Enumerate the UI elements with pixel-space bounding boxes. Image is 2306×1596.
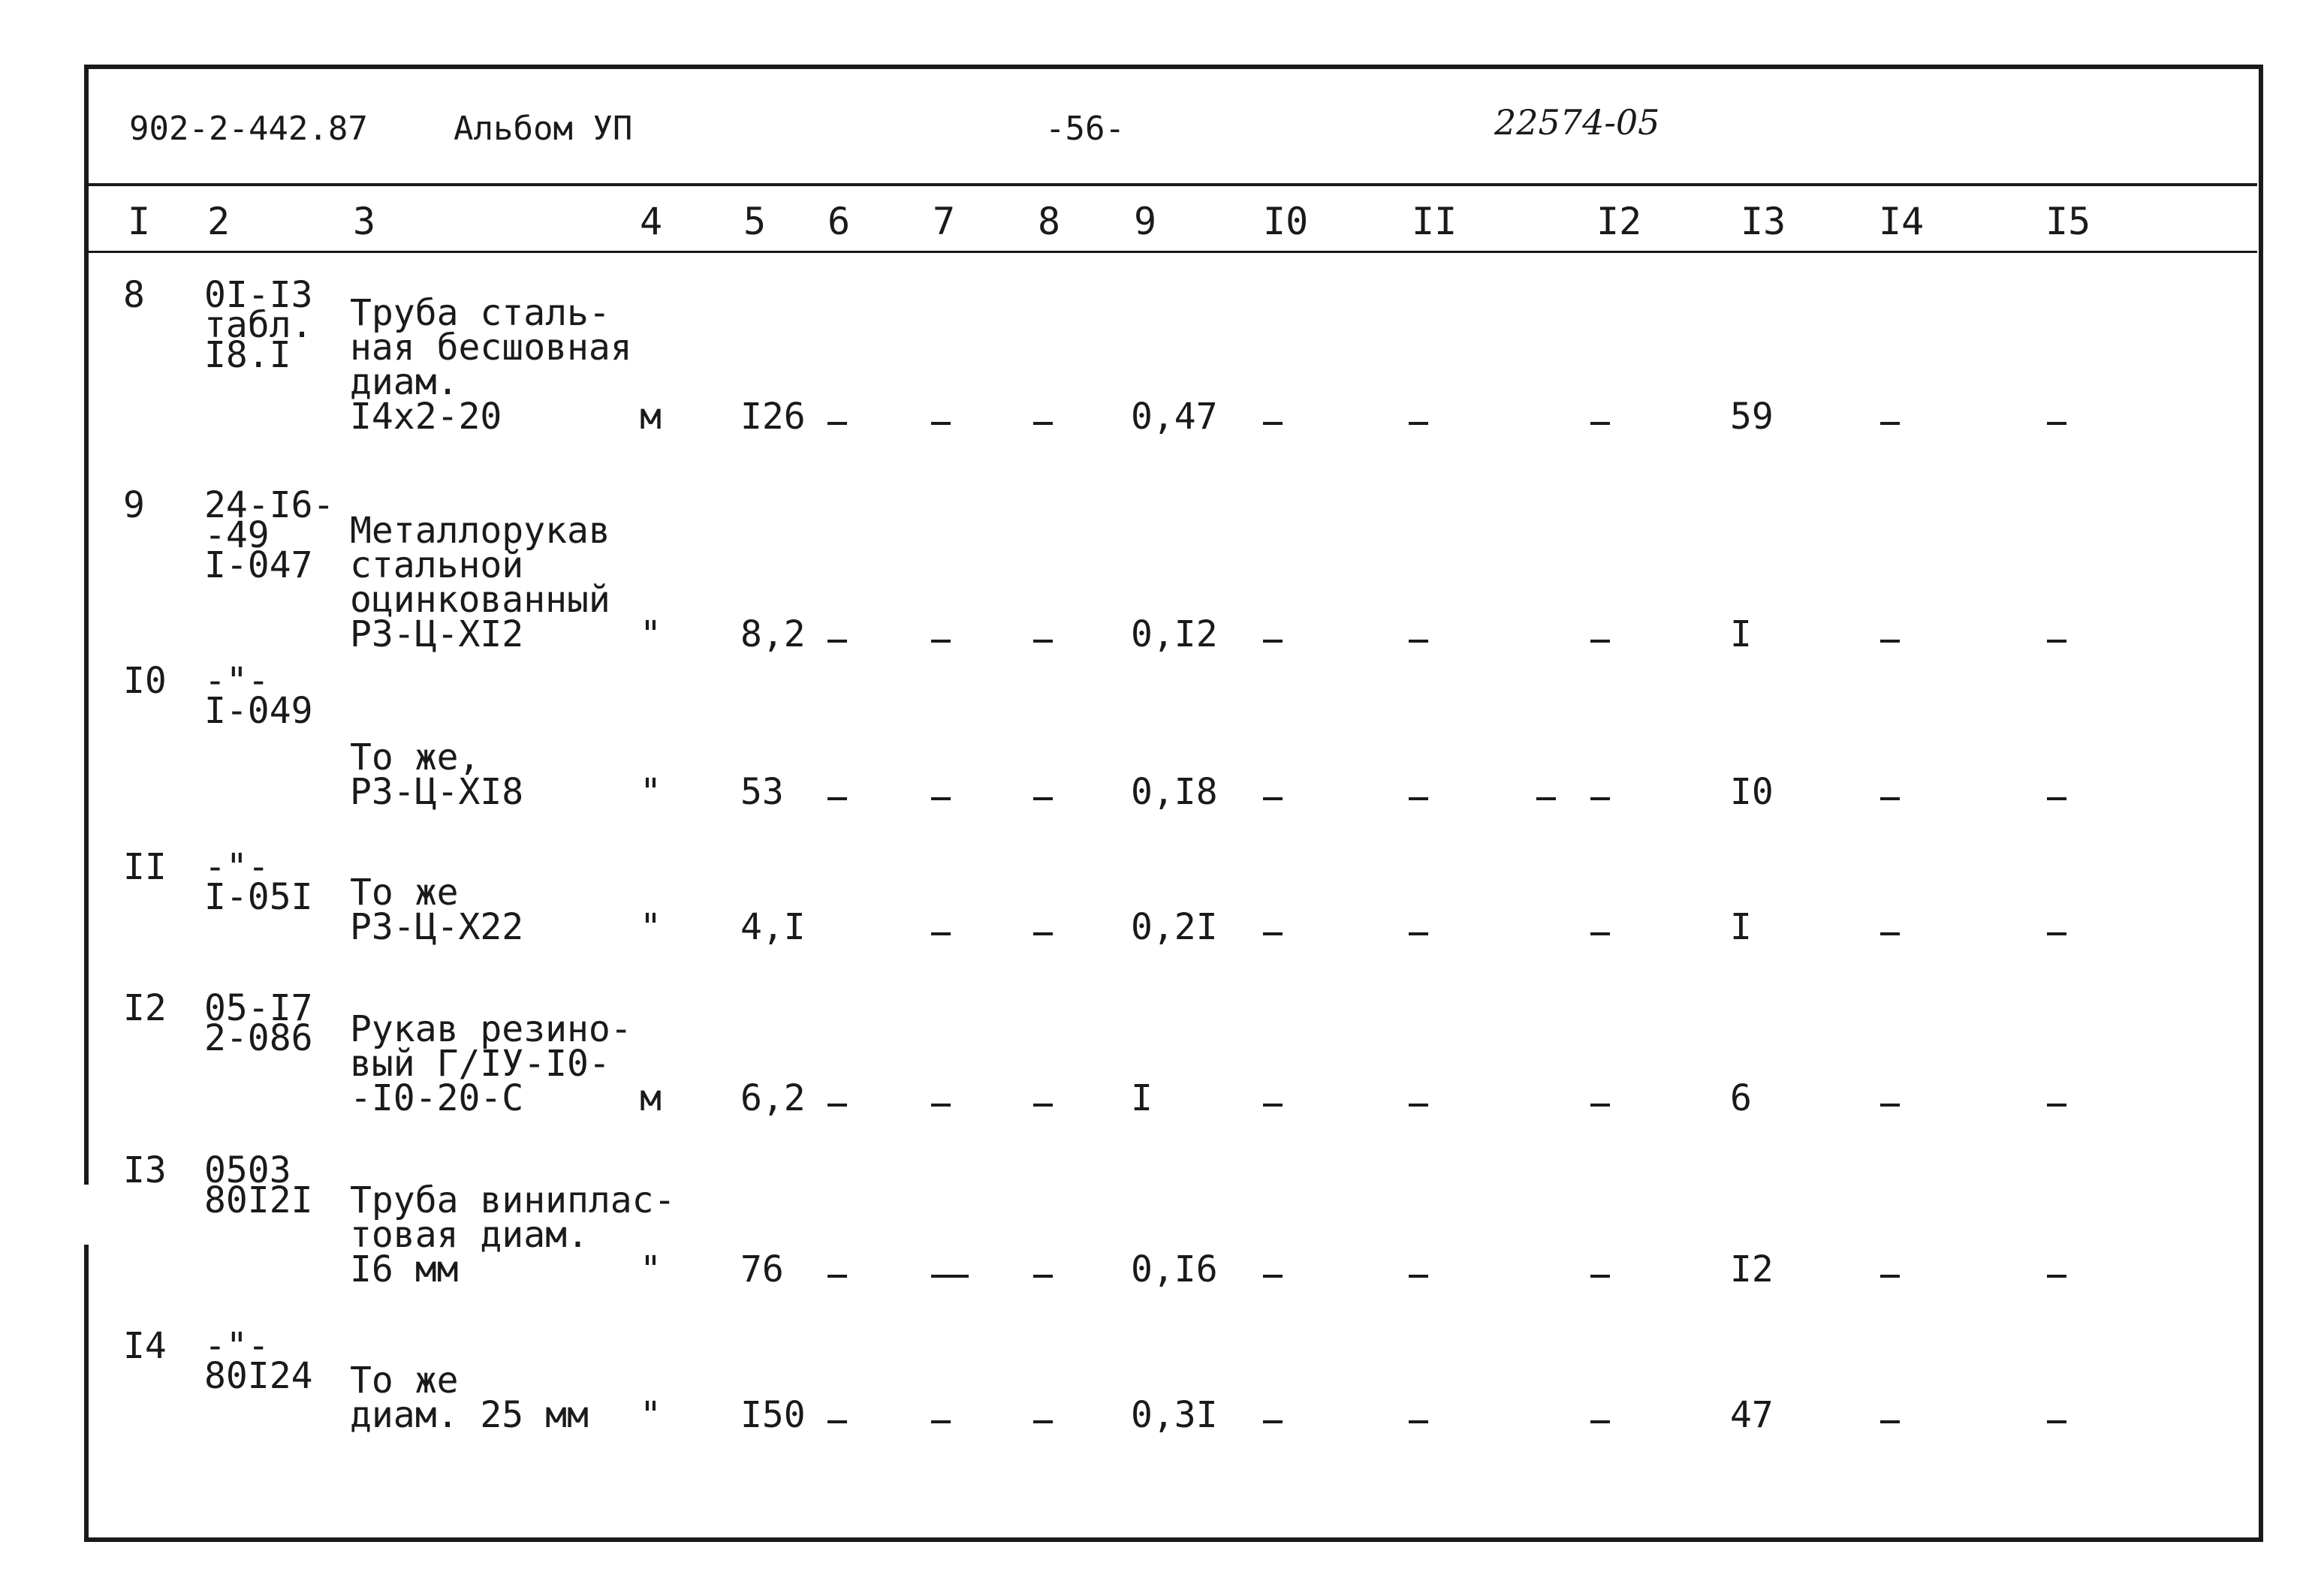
empty-cell-dash bbox=[827, 422, 847, 425]
item-name: стальной bbox=[350, 544, 524, 586]
norm-code: -"- bbox=[204, 1325, 270, 1367]
empty-cell-dash bbox=[1263, 1420, 1283, 1423]
row-number: II bbox=[123, 846, 167, 888]
item-name: I6 мм bbox=[350, 1248, 459, 1290]
column-number: II bbox=[1412, 200, 1457, 243]
item-name: РЗ-Ц-XI8 bbox=[350, 771, 524, 813]
column-number: 9 bbox=[1134, 200, 1157, 243]
empty-cell-dash bbox=[1590, 640, 1610, 643]
empty-cell-dash bbox=[1409, 1104, 1428, 1107]
item-name: ная бесшовная bbox=[350, 327, 632, 369]
quantity: I26 bbox=[740, 396, 806, 438]
unit: м bbox=[640, 396, 662, 438]
empty-cell-dash bbox=[2047, 640, 2066, 643]
empty-cell-dash bbox=[1409, 422, 1428, 425]
unit: " bbox=[640, 1248, 662, 1290]
norm-code: 24-I6- bbox=[204, 484, 335, 526]
empty-cell-dash bbox=[1263, 640, 1283, 643]
norm-code: 0503 bbox=[204, 1149, 291, 1191]
item-name: То же bbox=[350, 1360, 459, 1402]
empty-cell-dash bbox=[2047, 422, 2066, 425]
empty-cell-dash bbox=[1590, 797, 1610, 800]
norm-value: I bbox=[1131, 1077, 1153, 1119]
norm-code: 80I2I bbox=[204, 1179, 313, 1221]
empty-cell-dash bbox=[827, 1275, 847, 1278]
item-name: РЗ-Ц-XI2 bbox=[350, 613, 524, 655]
frame-gap bbox=[78, 1185, 93, 1245]
empty-cell-dash bbox=[1263, 1104, 1283, 1107]
empty-cell-dash bbox=[931, 1275, 969, 1278]
column-number: 5 bbox=[743, 200, 767, 243]
total-value: I2 bbox=[1730, 1248, 1774, 1290]
column-number: 3 bbox=[353, 200, 376, 243]
empty-cell-dash bbox=[1880, 932, 1900, 935]
norm-code: 80I24 bbox=[204, 1355, 313, 1397]
norm-code: 05-I7 bbox=[204, 987, 313, 1029]
quantity: 53 bbox=[740, 771, 784, 813]
norm-value: 0,2I bbox=[1131, 906, 1218, 948]
total-value: I bbox=[1730, 906, 1752, 948]
row-number: I2 bbox=[123, 987, 167, 1029]
total-value: 59 bbox=[1730, 396, 1774, 438]
item-name: вый Г/IУ-I0- bbox=[350, 1043, 610, 1085]
empty-cell-dash bbox=[931, 932, 951, 935]
total-value: 6 bbox=[1730, 1077, 1752, 1119]
norm-value: 0,I2 bbox=[1131, 613, 1218, 655]
norm-code: табл. bbox=[204, 304, 313, 346]
empty-cell-dash bbox=[1263, 1275, 1283, 1278]
empty-cell-dash bbox=[827, 640, 847, 643]
empty-cell-dash bbox=[1033, 1104, 1053, 1107]
item-name: диам. bbox=[350, 361, 459, 403]
unit: " bbox=[640, 1394, 662, 1436]
column-number: 8 bbox=[1038, 200, 1061, 243]
empty-cell-dash bbox=[931, 640, 951, 643]
item-name: -I0-20-С bbox=[350, 1077, 524, 1119]
total-value: I bbox=[1730, 613, 1752, 655]
empty-cell-dash bbox=[1409, 797, 1428, 800]
empty-cell-dash bbox=[1536, 797, 1556, 800]
empty-cell-dash bbox=[931, 1420, 951, 1423]
header-divider bbox=[87, 183, 2257, 186]
album-label: Альбом УП bbox=[454, 110, 633, 148]
empty-cell-dash bbox=[2047, 1420, 2066, 1423]
empty-cell-dash bbox=[931, 1104, 951, 1107]
norm-code: I-047 bbox=[204, 544, 313, 586]
empty-cell-dash bbox=[1033, 640, 1053, 643]
empty-cell-dash bbox=[1880, 1275, 1900, 1278]
row-number: I3 bbox=[123, 1149, 167, 1191]
norm-code: -49 bbox=[204, 514, 270, 556]
empty-cell-dash bbox=[827, 1104, 847, 1107]
row-number: I4 bbox=[123, 1325, 167, 1367]
norm-code: 2-086 bbox=[204, 1017, 313, 1059]
row-number: 9 bbox=[123, 484, 145, 526]
document-number: 902-2-442.87 bbox=[129, 110, 368, 148]
column-number: I0 bbox=[1263, 200, 1309, 243]
quantity: 8,2 bbox=[740, 613, 806, 655]
norm-value: 0,I6 bbox=[1131, 1248, 1218, 1290]
column-number: I5 bbox=[2045, 200, 2091, 243]
empty-cell-dash bbox=[1880, 1420, 1900, 1423]
empty-cell-dash bbox=[1033, 1420, 1053, 1423]
handwritten-stamp: 22574-05 bbox=[1494, 102, 1660, 143]
norm-value: 0,3I bbox=[1131, 1394, 1218, 1436]
norm-code: -"- bbox=[204, 660, 270, 702]
unit: м bbox=[640, 1077, 662, 1119]
empty-cell-dash bbox=[1409, 932, 1428, 935]
unit: " bbox=[640, 906, 662, 948]
column-header-divider bbox=[87, 251, 2257, 253]
empty-cell-dash bbox=[2047, 1275, 2066, 1278]
empty-cell-dash bbox=[1409, 640, 1428, 643]
norm-code: -"- bbox=[204, 846, 270, 888]
empty-cell-dash bbox=[1590, 422, 1610, 425]
norm-value: 0,47 bbox=[1131, 396, 1218, 438]
unit: " bbox=[640, 613, 662, 655]
norm-code: I8.I bbox=[204, 334, 291, 376]
column-number: I4 bbox=[1879, 200, 1925, 243]
quantity: 4,I bbox=[740, 906, 806, 948]
total-value: I0 bbox=[1730, 771, 1774, 813]
column-number: I3 bbox=[1741, 200, 1786, 243]
item-name: То же bbox=[350, 872, 459, 914]
unit: " bbox=[640, 771, 662, 813]
empty-cell-dash bbox=[827, 797, 847, 800]
quantity: 6,2 bbox=[740, 1077, 806, 1119]
empty-cell-dash bbox=[1590, 1275, 1610, 1278]
column-number: 7 bbox=[933, 200, 956, 243]
norm-code: I-05I bbox=[204, 876, 313, 918]
column-number: 4 bbox=[640, 200, 663, 243]
empty-cell-dash bbox=[1880, 640, 1900, 643]
quantity: 76 bbox=[740, 1248, 784, 1290]
empty-cell-dash bbox=[1263, 422, 1283, 425]
empty-cell-dash bbox=[1033, 932, 1053, 935]
column-number: I bbox=[128, 200, 151, 243]
empty-cell-dash bbox=[1590, 932, 1610, 935]
empty-cell-dash bbox=[2047, 1104, 2066, 1107]
empty-cell-dash bbox=[1033, 797, 1053, 800]
item-name: товая диам. bbox=[350, 1214, 589, 1256]
column-number: 6 bbox=[827, 200, 851, 243]
norm-value: 0,I8 bbox=[1131, 771, 1218, 813]
column-number: I2 bbox=[1596, 200, 1642, 243]
empty-cell-dash bbox=[1033, 422, 1053, 425]
empty-cell-dash bbox=[931, 797, 951, 800]
row-number: 8 bbox=[123, 274, 145, 316]
item-name: оцинкованный bbox=[350, 579, 610, 621]
item-name: РЗ-Ц-Х22 bbox=[350, 906, 524, 948]
page-number: -56- bbox=[1045, 110, 1125, 148]
empty-cell-dash bbox=[1033, 1275, 1053, 1278]
empty-cell-dash bbox=[1880, 797, 1900, 800]
empty-cell-dash bbox=[1590, 1104, 1610, 1107]
empty-cell-dash bbox=[2047, 797, 2066, 800]
item-name: То же, bbox=[350, 736, 481, 778]
item-name: Труба виниплас- bbox=[350, 1179, 676, 1221]
empty-cell-dash bbox=[1880, 1104, 1900, 1107]
empty-cell-dash bbox=[1880, 422, 1900, 425]
empty-cell-dash bbox=[1409, 1420, 1428, 1423]
item-name: Труба сталь- bbox=[350, 292, 610, 334]
item-name: диам. 25 мм bbox=[350, 1394, 589, 1436]
row-number: I0 bbox=[123, 660, 167, 702]
item-name: Рукав резино- bbox=[350, 1008, 632, 1050]
column-number: 2 bbox=[207, 200, 231, 243]
item-name: I4x2-20 bbox=[350, 396, 502, 438]
total-value: 47 bbox=[1730, 1394, 1774, 1436]
empty-cell-dash bbox=[931, 422, 951, 425]
empty-cell-dash bbox=[1409, 1275, 1428, 1278]
quantity: I50 bbox=[740, 1394, 806, 1436]
empty-cell-dash bbox=[1263, 797, 1283, 800]
item-name: Металлорукав bbox=[350, 510, 610, 552]
norm-code: I-049 bbox=[204, 690, 313, 732]
empty-cell-dash bbox=[2047, 932, 2066, 935]
empty-cell-dash bbox=[827, 1420, 847, 1423]
empty-cell-dash bbox=[1590, 1420, 1610, 1423]
empty-cell-dash bbox=[1263, 932, 1283, 935]
norm-code: 0I-I3 bbox=[204, 274, 313, 316]
